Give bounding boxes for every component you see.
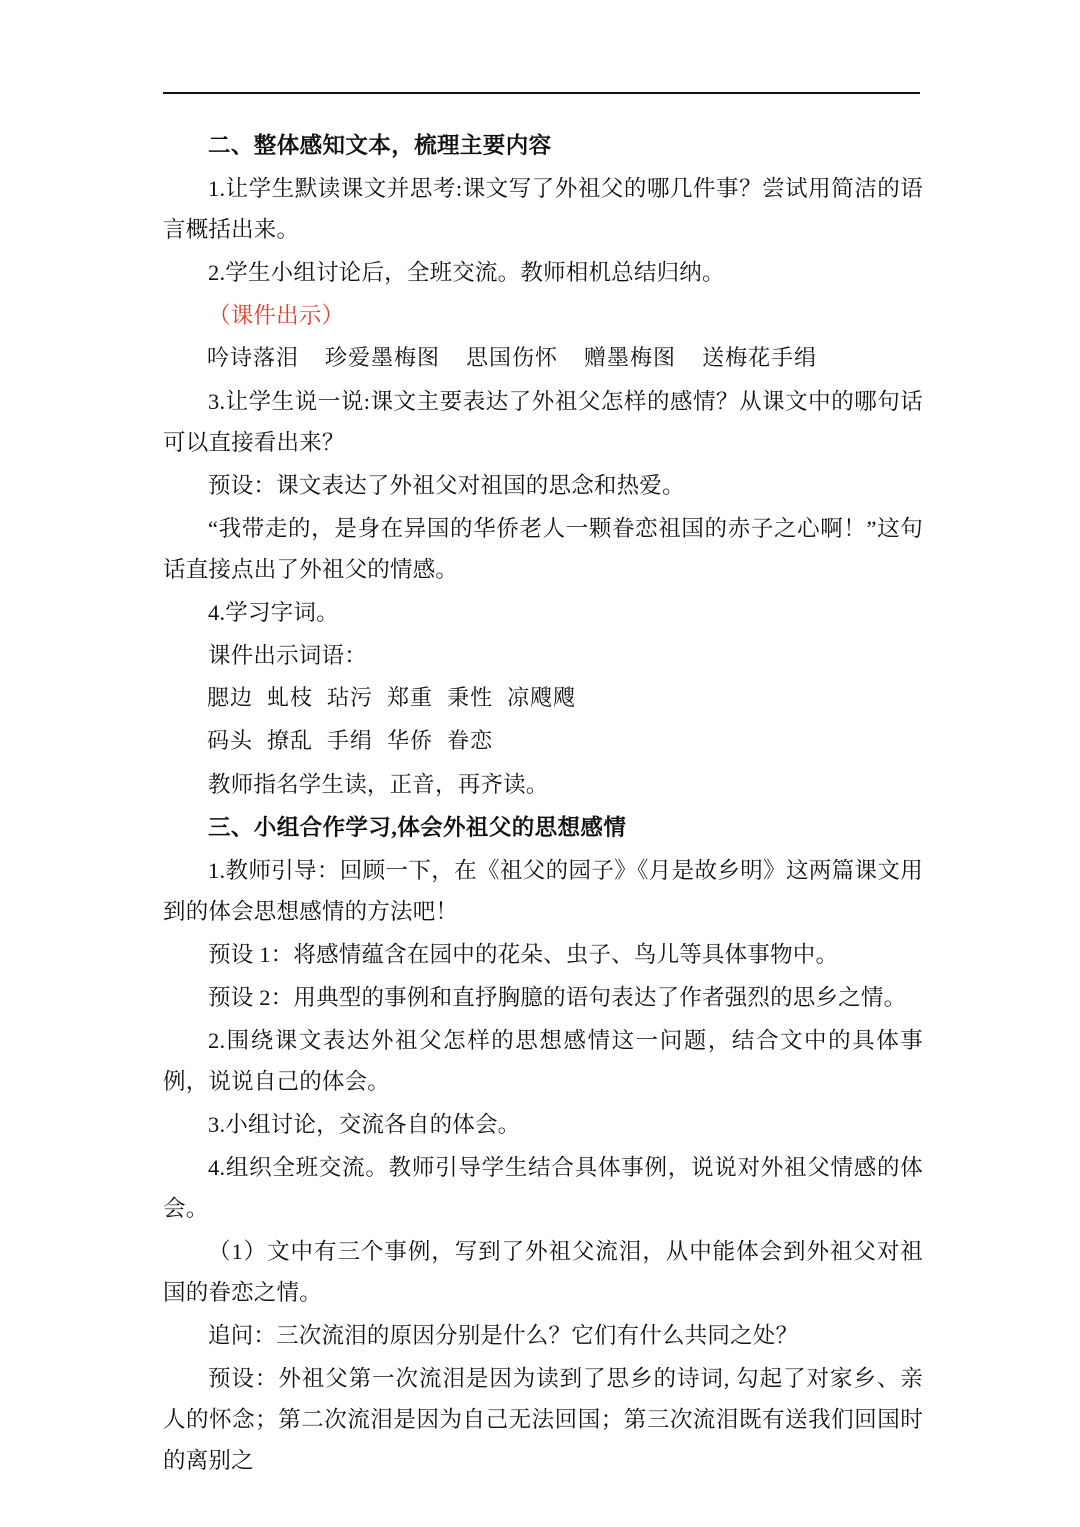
vocab-1-6: 凉飕飕 — [507, 686, 577, 711]
courseware-label: （课件出示） — [208, 303, 345, 328]
event-word-4: 赠墨梅图 — [584, 346, 677, 371]
paragraph-11: 预设 2：用典型的事例和直抒胸臆的语句表达了作者强烈的思乡之情。 — [208, 985, 907, 1010]
paragraph-10: 预设 1：将感情蕴含在园中的花朵、虫子、鸟儿等具体事物中。 — [208, 942, 839, 967]
paragraph-4: 预设：课文表达了外祖父对祖国的思念和热爱。 — [208, 473, 685, 498]
vocab-1-5: 秉性 — [447, 686, 494, 711]
paragraph-7: 课件出示词语： — [208, 643, 367, 668]
event-word-2: 珍爱墨梅图 — [325, 346, 441, 371]
paragraph-8: 教师指名学生读，正音，再齐读。 — [208, 772, 549, 797]
vocab-2-5: 眷恋 — [447, 729, 494, 754]
paragraph-3: 3.让学生说一说:课文主要表达了外祖父怎样的感情？从课文中的哪句话可以直接看出来？ — [163, 389, 923, 455]
section-heading-two: 二、整体感知文本，梳理主要内容 — [208, 133, 552, 158]
section-heading-three: 三、小组合作学习,体会外祖父的思想感情 — [208, 815, 627, 840]
vocab-1-4: 郑重 — [387, 686, 434, 711]
vocabulary-row-2 — [163, 721, 923, 762]
header-rule — [163, 92, 920, 94]
paragraph-16: 追问：三次流泪的原因分别是什么？它们有什么共同之处？ — [208, 1323, 799, 1348]
vocab-2-1: 码头 — [207, 729, 254, 754]
paragraph-17: 预设：外祖父第一次流泪是因为读到了思乡的诗词, 勾起了对家乡、亲人的怀念；第二次流泪是因为自己无法回国；第三次流泪既有送我们回国时的离别之 — [163, 1366, 923, 1473]
paragraph-9: 1.教师引导：回顾一下，在《祖父的园子》《月是故乡明》这两篇课文用到的体会思想感情的方法吧！ — [163, 858, 923, 924]
paragraph-13: 3.小组讨论，交流各自的体会。 — [208, 1112, 521, 1137]
paragraph-6: 4.学习字词。 — [208, 600, 339, 625]
event-word-3: 思国伤怀 — [466, 346, 559, 371]
vocab-2-2: 撩乱 — [267, 729, 314, 754]
vocab-1-2: 虬枝 — [267, 686, 314, 711]
vocab-1-3: 玷污 — [327, 686, 374, 711]
vocab-1-1: 腮边 — [207, 686, 254, 711]
paragraph-14: 4.组织全班交流。教师引导学生结合具体事例，说说对外祖父情感的体会。 — [163, 1155, 923, 1221]
paragraph-15: （1）文中有三个事例，写到了外祖父流泪，从中能体会到外祖父对祖国的眷恋之情。 — [163, 1239, 923, 1305]
document-body — [163, 125, 923, 1483]
vocab-2-3: 手绢 — [327, 729, 374, 754]
vocabulary-row-1 — [163, 678, 923, 719]
event-word-1: 吟诗落泪 — [207, 346, 300, 371]
paragraph-12: 2.围绕课文表达外祖父怎样的思想感情这一问题，结合文中的具体事例，说说自己的体会。 — [163, 1028, 923, 1094]
event-word-5: 送梅花手绢 — [702, 346, 818, 371]
vocab-2-4: 华侨 — [387, 729, 434, 754]
paragraph-2: 2.学生小组讨论后，全班交流。教师相机总结归纳。 — [208, 260, 725, 285]
event-word-list — [163, 338, 923, 379]
paragraph-5: “我带走的，是身在异国的华侨老人一颗眷恋祖国的赤子之心啊！”这句话直接点出了外祖父的情感。 — [163, 516, 923, 582]
paragraph-1: 1.让学生默读课文并思考:课文写了外祖父的哪几件事？尝试用简洁的语言概括出来。 — [163, 176, 923, 242]
